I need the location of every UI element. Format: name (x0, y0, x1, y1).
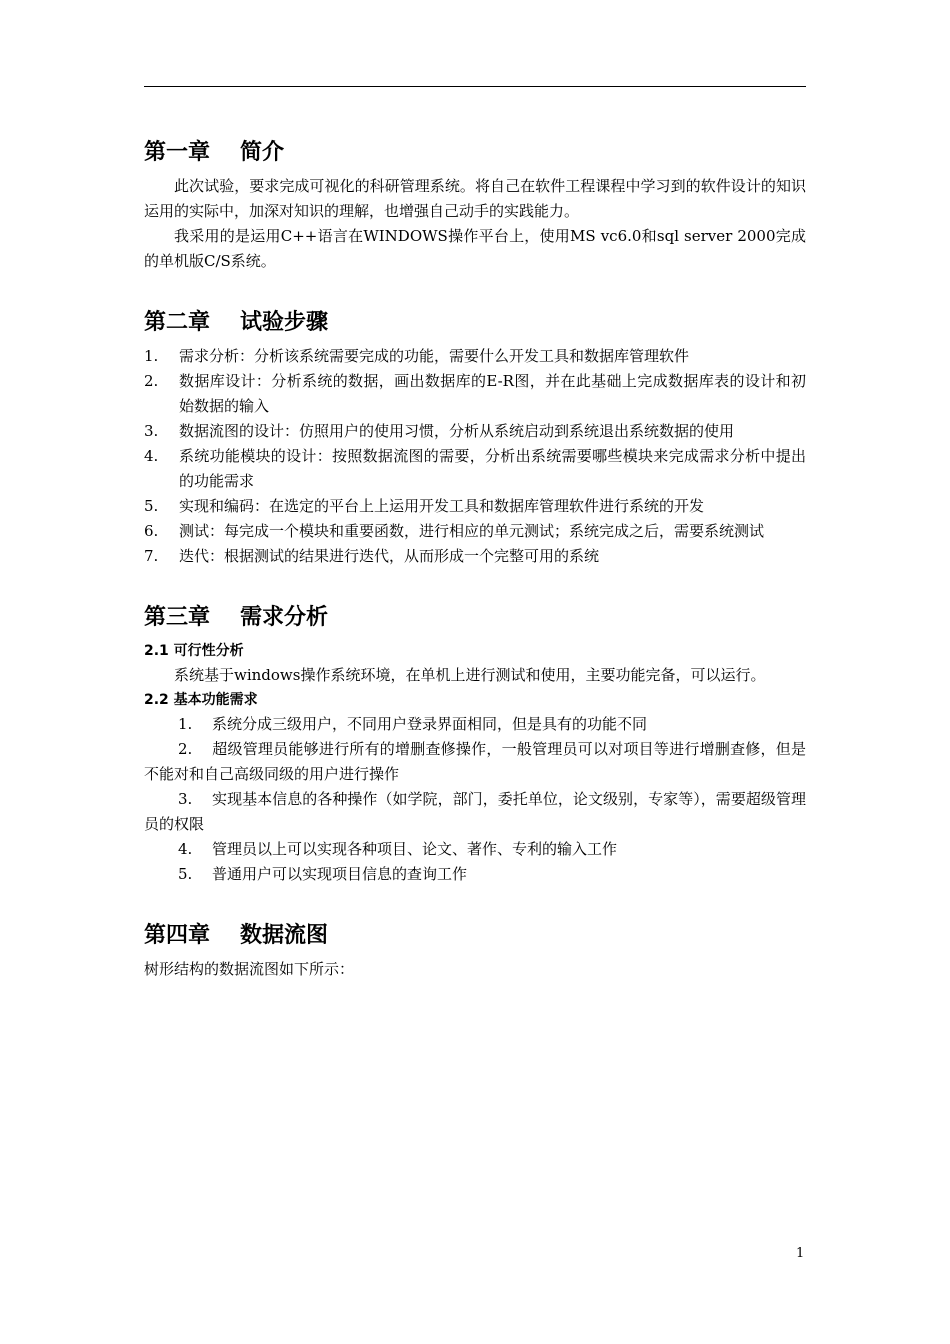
list-item (144, 519, 806, 544)
list-item-text: 数据流图的设计：仿照用户的使用习惯，分析从系统启动到系统退出系统数据的使用 (179, 422, 735, 440)
list-item-text: 系统功能模块的设计：按照数据流图的需要，分析出系统需要哪些模块来完成需求分析中提出的功能需求 (179, 447, 806, 490)
list-item (144, 444, 806, 494)
list-item (144, 494, 806, 519)
list-item (144, 344, 806, 369)
chapter-4-text: 树形结构的数据流图如下所示： (144, 960, 355, 978)
list-item-number: 7. (144, 547, 159, 565)
chapter-4-title: 数据流图 (240, 923, 329, 948)
list-item-text: 测试：每完成一个模块和重要函数，进行相应的单元测试；系统完成之后，需要系统测试 (179, 522, 765, 540)
requirement-text: 管理员以上可以实现各种项目、论文、著作、专利的输入工作 (212, 840, 618, 858)
chapter-1-heading (144, 138, 806, 168)
list-item (144, 369, 806, 419)
section-2-1-text: 系统基于windows操作系统环境，在单机上进行测试和使用，主要功能完备，可以运行。 (174, 666, 766, 684)
requirement-number: 1. (178, 715, 193, 733)
list-item-number: 6. (144, 522, 159, 540)
list-item-text: 需求分析：分析该系统需要完成的功能，需要什么开发工具和数据库管理软件 (179, 347, 690, 365)
chapter-3-number: 第三章 (144, 605, 211, 630)
chapter-4-number: 第四章 (144, 923, 211, 948)
requirement-item (144, 787, 806, 837)
list-item (144, 544, 806, 569)
requirement-text: 超级管理员能够进行所有的增删查修操作，一般管理员可以对项目等进行增删查修，但是不能对和自己高级同级的用户进行操作 (144, 740, 806, 783)
page-number: 1 (796, 1246, 805, 1261)
chapter-1-paragraph-1: 此次试验，要求完成可视化的科研管理系统。将自己在软件工程课程中学习到的软件设计的知识运用的实际中，加深对知识的理解，也增强自己动手的实践能力。 (144, 177, 806, 220)
chapter-2-heading (144, 308, 806, 338)
list-item-text: 数据库设计：分析系统的数据，画出数据库的E-R图，并在此基础上完成数据库表的设计和初始数据的输入 (179, 372, 806, 415)
chapter-1-paragraph-2: 我采用的是运用C++语言在WINDOWS操作平台上，使用MS vc6.0和sql server 2000完成的单机版C/S系统。 (144, 227, 806, 270)
requirement-item (144, 712, 806, 737)
requirement-item (144, 837, 806, 862)
list-item-number: 1. (144, 347, 159, 365)
requirement-text: 实现基本信息的各种操作（如学院，部门，委托单位，论文级别，专家等），需要超级管理员的权限 (144, 790, 806, 833)
chapter-1-title: 简介 (240, 140, 285, 165)
page-content (144, 130, 806, 982)
chapter-3-heading (144, 603, 806, 633)
requirement-text: 普通用户可以实现项目信息的查询工作 (212, 865, 468, 883)
list-item-number: 3. (144, 422, 159, 440)
chapter-4-heading (144, 921, 806, 951)
chapter-2-number: 第二章 (144, 310, 211, 335)
list-item-text: 迭代：根据测试的结果进行迭代，从而形成一个完整可用的系统 (179, 547, 600, 565)
list-item-number: 4. (144, 447, 159, 465)
chapter-3-title: 需求分析 (240, 605, 329, 630)
requirement-number: 3. (178, 790, 193, 808)
chapter-1-number: 第一章 (144, 140, 211, 165)
section-2-2-title: 2.2 基本功能需求 (144, 692, 258, 708)
requirement-number: 5. (178, 865, 193, 883)
requirement-number: 4. (178, 840, 193, 858)
header-rule (144, 86, 806, 87)
requirement-item (144, 737, 806, 787)
requirement-item (144, 862, 806, 887)
steps-list (144, 344, 806, 569)
requirement-text: 系统分成三级用户，不同用户登录界面相同，但是具有的功能不同 (212, 715, 648, 733)
section-2-1-title: 2.1 可行性分析 (144, 643, 244, 659)
list-item-text: 实现和编码：在选定的平台上上运用开发工具和数据库管理软件进行系统的开发 (179, 497, 705, 515)
list-item (144, 419, 806, 444)
requirement-number: 2. (178, 740, 193, 758)
list-item-number: 5. (144, 497, 159, 515)
chapter-2-title: 试验步骤 (240, 310, 329, 335)
list-item-number: 2. (144, 372, 159, 390)
